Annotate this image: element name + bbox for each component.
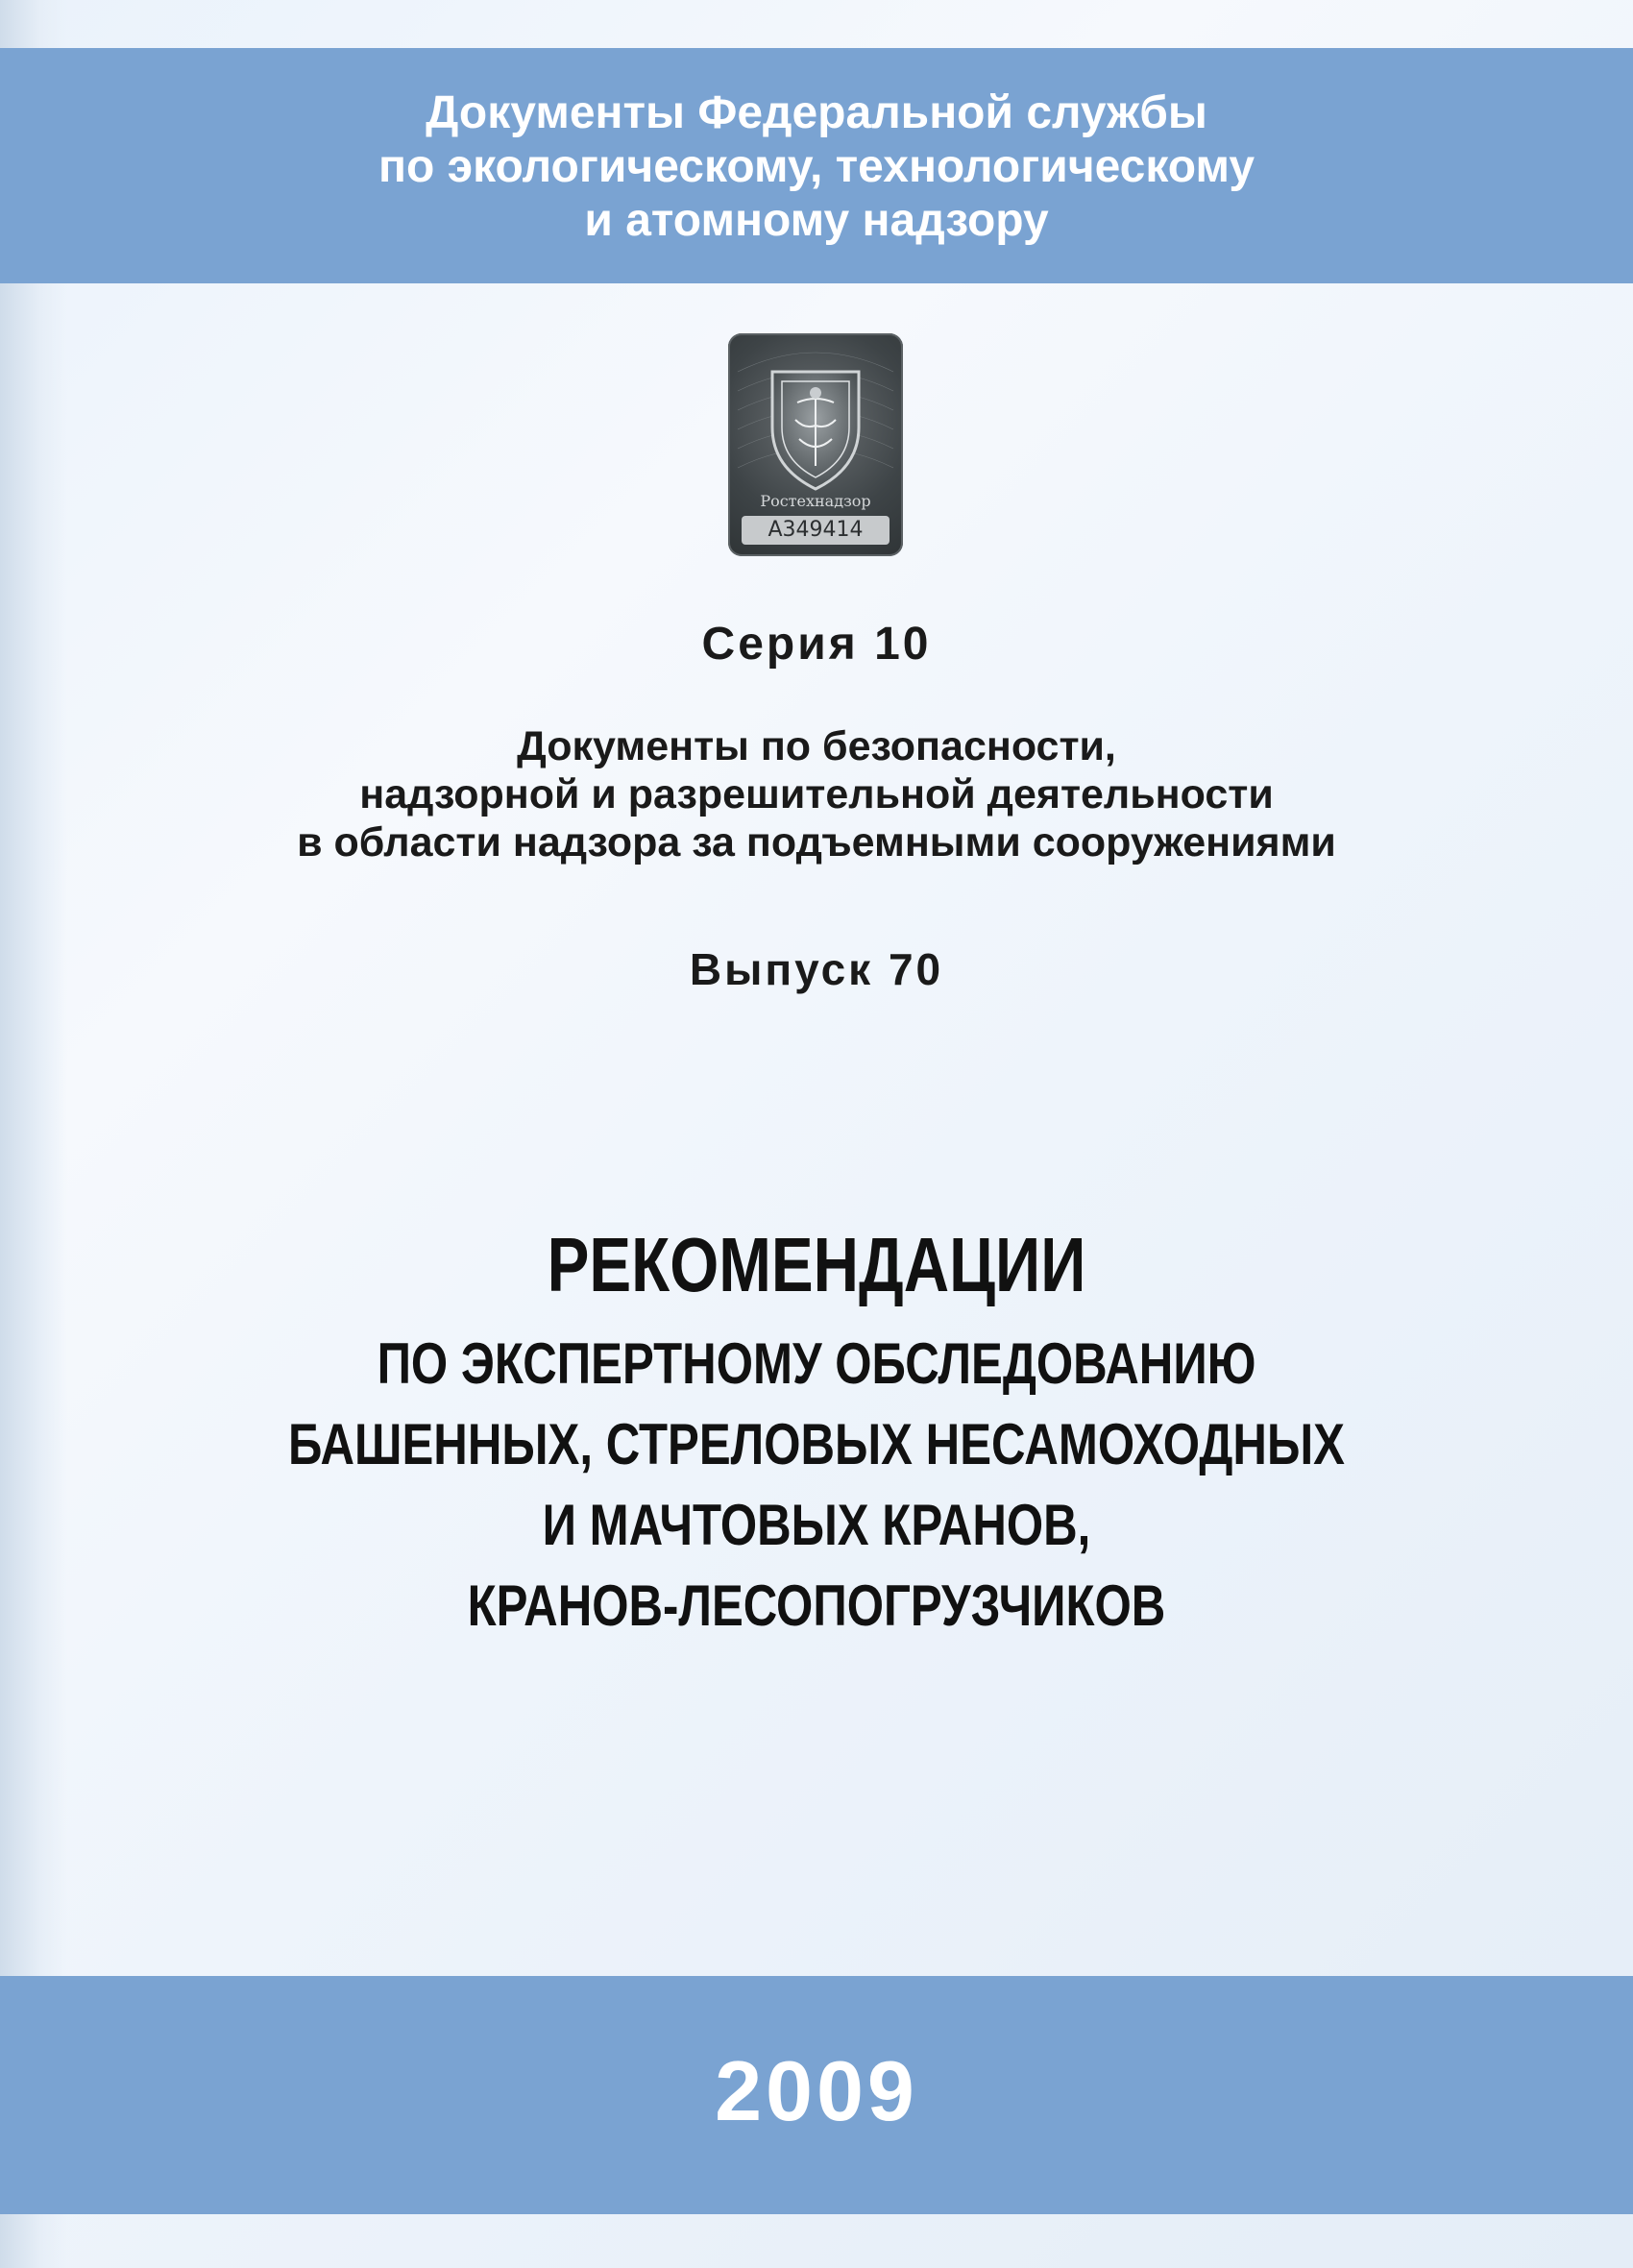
header-title bbox=[0, 86, 1633, 248]
subtitle-line: БАШЕННЫХ, СТРЕЛОВЫХ НЕСАМОХОДНЫХ bbox=[288, 1412, 1345, 1476]
footer-band bbox=[0, 1976, 1633, 2214]
issue-number: Выпуск 70 bbox=[689, 944, 944, 994]
series-description bbox=[0, 722, 1633, 866]
subtitle-line: ПО ЭКСПЕРТНОМУ ОБСЛЕДОВАНИЮ bbox=[377, 1331, 1256, 1396]
series-description-line: в области надзора за подъемными сооружениями bbox=[297, 819, 1336, 866]
header-line: и атомному надзору bbox=[584, 195, 1049, 246]
series-description-line: Документы по безопасности, bbox=[517, 723, 1116, 769]
header-band bbox=[0, 48, 1633, 283]
subtitle-line: КРАНОВ-ЛЕСОПОГРУЗЧИКОВ bbox=[467, 1573, 1166, 1638]
hologram-label: Ростехнадзор bbox=[760, 492, 871, 510]
header-line: по экологическому, технологическому bbox=[378, 141, 1255, 192]
document-subtitle bbox=[147, 1324, 1486, 1646]
publication-year: 2009 bbox=[715, 2043, 918, 2138]
series-label: Серия 10 bbox=[701, 619, 932, 670]
series-description-line: надзорной и разрешительной деятельности bbox=[359, 771, 1274, 817]
document-title: РЕКОМЕНДАЦИИ bbox=[547, 1222, 1086, 1307]
hologram-sticker bbox=[728, 333, 903, 556]
header-line: Документы Федеральной службы bbox=[426, 87, 1207, 138]
cover-spine-edge bbox=[0, 0, 67, 2268]
subtitle-line: И МАЧТОВЫХ КРАНОВ, bbox=[542, 1493, 1091, 1557]
hologram-serial-number: А349414 bbox=[742, 516, 890, 545]
